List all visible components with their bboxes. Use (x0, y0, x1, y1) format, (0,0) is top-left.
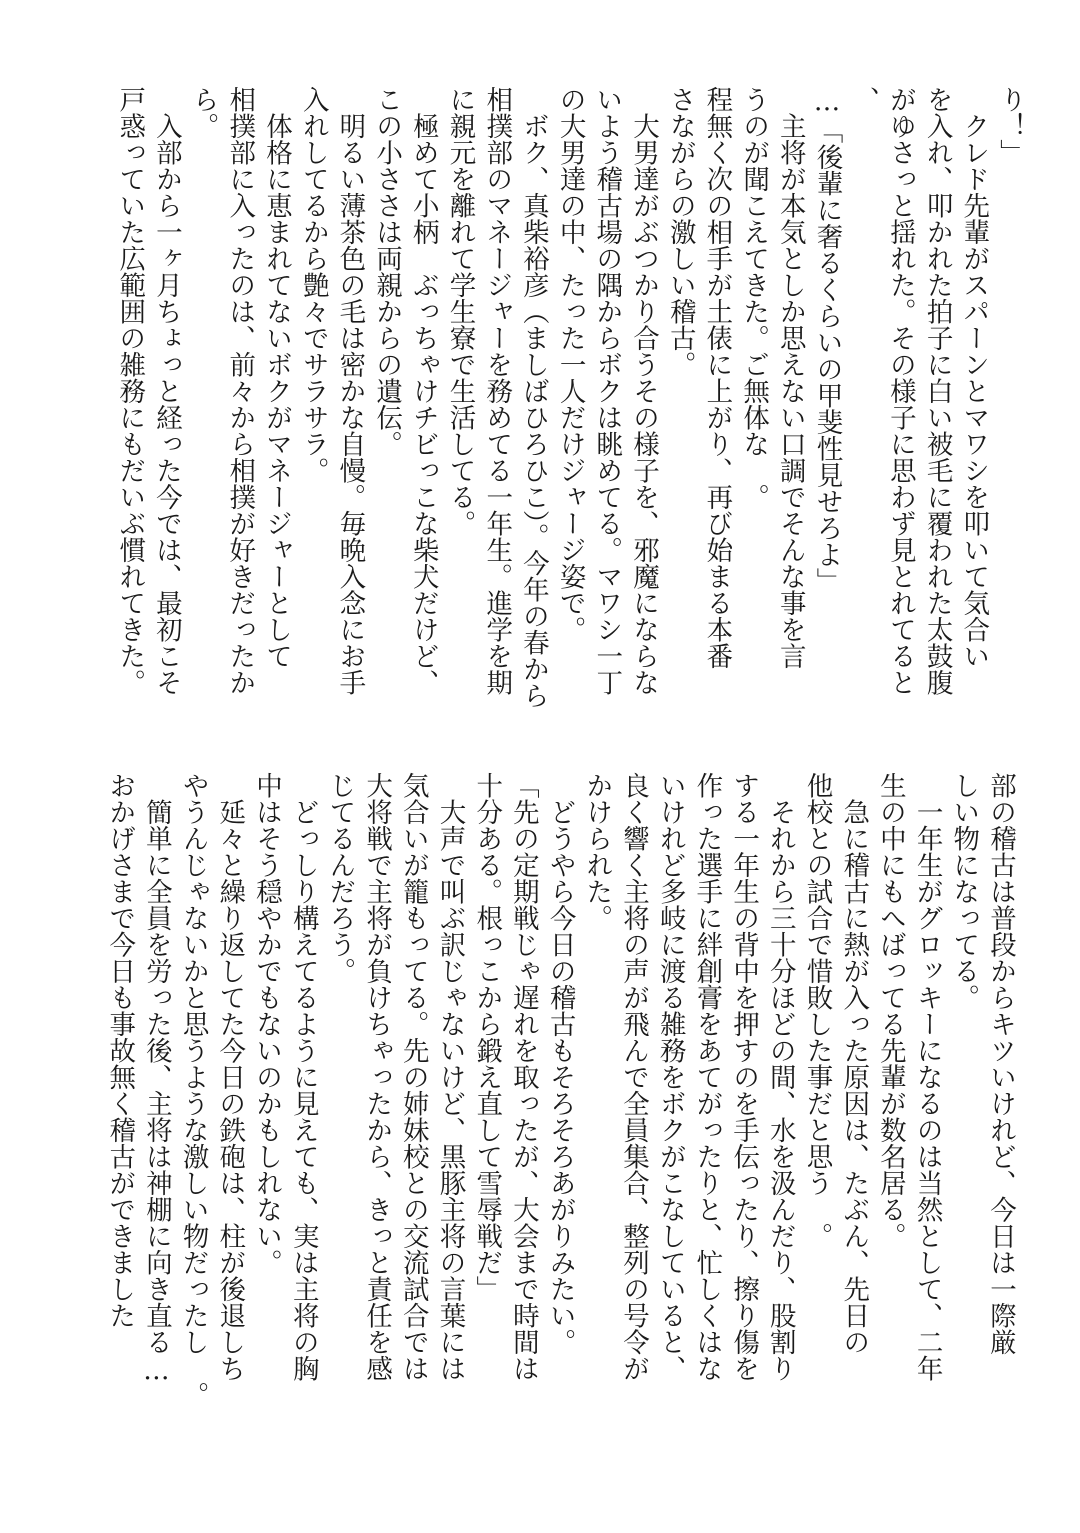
text-column: 明るい薄茶色の毛は密かな自慢。毎晩入念にお手 (334, 86, 366, 696)
text-column: かけられた。 (581, 772, 613, 931)
text-column: 気合いが籠もってる。先の姉妹校との交流試合では (397, 772, 429, 1382)
text-column: じてるんだろう。 (324, 772, 356, 984)
text-column: する一年生の背中を押すのを手伝ったり、擦り傷を (728, 772, 760, 1382)
text-column: 延々と繰り返してた今日の鉄砲は、柱が後退しち (214, 772, 246, 1382)
text-column: いけれど多岐に渡る雑務をボクがこなしていると、 (654, 772, 686, 1382)
text-column: 主将が本気としか思えない口調でそんな事を言 (774, 86, 806, 669)
text-column: 良く響く主将の声が飛んで全員集合、整列の号令が (618, 772, 649, 1382)
text-column: 「先の定期戦じゃ遅れを取ったが、大会まで時間は (507, 772, 539, 1382)
text-column: 部の稽古は普段からキツいけれど、今日は一際厳 (985, 772, 1016, 1355)
text-column: しい物になってる。 (948, 772, 980, 1011)
text-column: 急に稽古に熱が入った原因は、たぶん、先日の (838, 772, 870, 1355)
text-column: 戸惑っていた広範囲の雑務にもだいぶ慣れてきた。 (114, 86, 146, 696)
text-column: 、 (848, 86, 880, 113)
text-column: 簡単に全員を労った後、主将は神棚に向き直る… (140, 772, 172, 1386)
text-column: 程無く次の相手が土俵に上がり、再び始まる本番 (701, 86, 733, 669)
text-column: 十分ある。根っこから鍛え直して雪辱戦だ」 (471, 772, 503, 1302)
text-column: 大将戦で主将が負けちゃったから、きっと責任を感 (361, 772, 393, 1382)
text-column: 入れしてるから艶々でサラサラ。 (297, 86, 329, 484)
text-column: 作った選手に絆創膏をあてがったりと、忙しくはな (691, 772, 723, 1382)
text-column: 中はそう穏やかでもないのかもしれない。 (251, 772, 282, 1276)
text-column: 体格に恵まれてないボクがマネージャーとして (261, 86, 292, 669)
text-column: どうやら今日の稽古もそろそろあがりみたい。 (544, 772, 576, 1355)
text-column: ら。 (187, 86, 219, 139)
text-column: 他校との試合で惜敗した事だと思う 。 (801, 772, 833, 1249)
text-column: やうんじゃないかと思うような激しい物だったし 。 (177, 772, 209, 1408)
text-column: それから三十分ほどの間、水を汲んだり、股割り (764, 772, 796, 1382)
text-column: この小ささは両親からの遺伝。 (371, 86, 403, 457)
text-column: いよう稽古場の隅からボクは眺めてる。マワシ一丁 (591, 86, 623, 696)
text-column: り！」 (995, 86, 1026, 166)
text-column: を入れ、叩かれた拍子に白い被毛に覆われた太鼓腹 (921, 86, 953, 696)
text-column: どっしり構えてるように見えても、実は主将の胸 (287, 772, 319, 1382)
text-column: 大声で叫ぶ訳じゃないけど、黒豚主将の言葉には (434, 772, 466, 1382)
text-column: おかげさまで今日も事故無く稽古ができました (104, 772, 136, 1329)
text-column: に親元を離れて学生寮で生活してる。 (444, 86, 476, 537)
text-column: 極めて小柄 ぶっちゃけチビっこな柴犬だけど、 (407, 86, 439, 696)
text-column: 相撲部のマネージャーを務めてる一年生。進学を期 (481, 86, 513, 696)
text-column: 相撲部に入ったのは、前々から相撲が好きだったか (224, 86, 256, 696)
text-column: クレド先輩がスパーンとマワシを叩いて気合い (958, 86, 990, 669)
text-column: がゆさっと揺れた。その様子に思わず見とれてると (884, 86, 916, 696)
text-column: ボク、真柴裕彦（ましばひろひこ）。今年の春から (517, 86, 549, 709)
text-column: …「後輩に奢るくらいの甲斐性見せろよ」 (811, 86, 843, 594)
text-column: 一年生がグロッキーになるのは当然として、二年 (911, 772, 943, 1382)
text-column: の大男達の中、たった一人だけジャージ姿で。 (554, 86, 586, 643)
text-column: 大男達がぶつかり合うその様子を、邪魔にならな (628, 86, 659, 696)
text-column: うのが聞こえてきた。ご無体な 。 (738, 86, 770, 510)
text-column: 生の中にもへばってる先輩が数名居る。 (874, 772, 906, 1249)
text-column: さながらの激しい稽古。 (664, 86, 696, 378)
text-column: 入部から一ヶ月ちょっと経った今では、最初こそ (150, 86, 182, 696)
